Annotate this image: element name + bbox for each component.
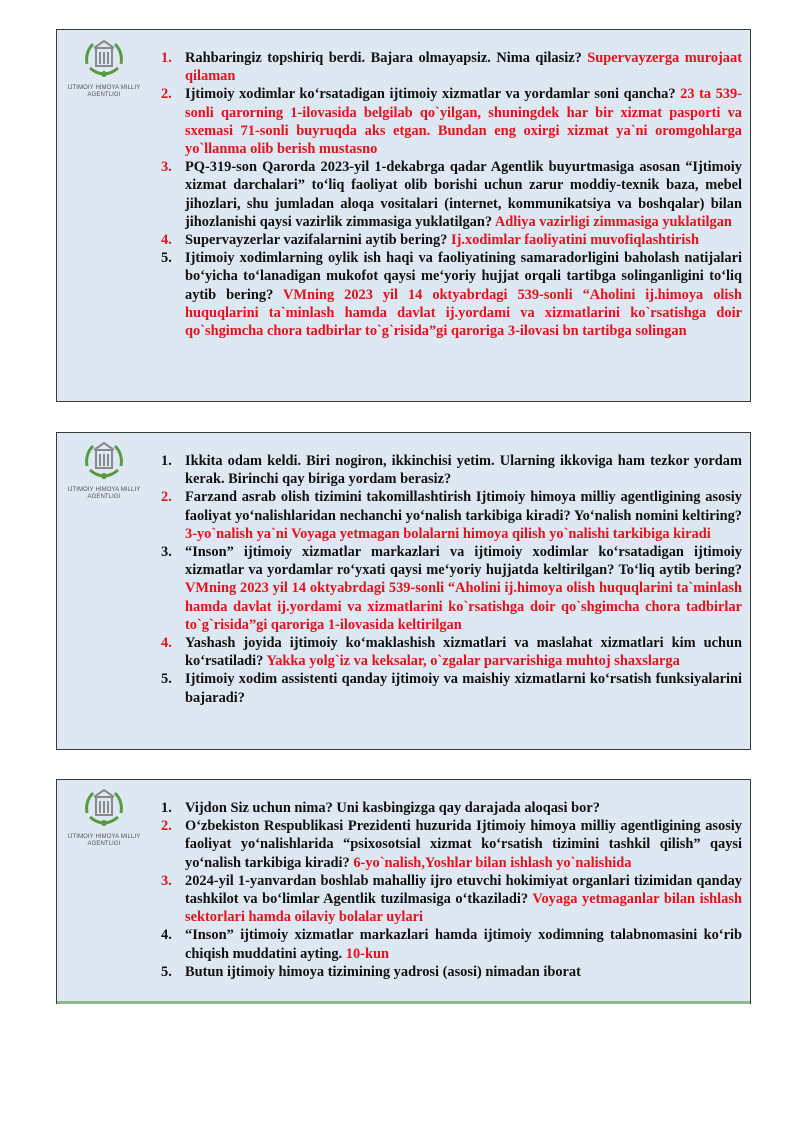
answer-text: Yakka yolg`iz va keksalar, o`zgalar parvarishiga muhtoj shaxslarga [266,653,680,670]
question-text: Ijtimoiy xodimlarning oylik ish haqi va faoliyatining samaradorligini baholash natijalari bo‘yicha to‘lanadigan mukofot qaysi me‘yoriy hujjat orqali tartibga solinganligini to‘liq aytib bering? [185,250,742,303]
answer-text: Ij.xodimlar faoliyatini muvofiqlashtirish [450,232,699,249]
question-list [161,49,743,340]
answer-text: 6-yo`nalish,Yoshlar bilan ishlash yo`nalishida [353,854,632,871]
answer-text: 10-kun [345,945,389,962]
question-text: Rahbaringiz topshiriq berdi. Bajara olmayapsiz. Nima qilasiz? [185,50,582,66]
question-number: 3. [161,544,172,561]
question-text: Ikkita odam keldi. Biri nogiron, ikkinchisi yetim. Ularning ikkoviga ham tezkor yordam kerak. Birinchi qay biriga yordam berasiz? [185,453,742,488]
question-number: 2. [161,818,172,835]
question-card-2 [56,432,751,750]
question-number: 3. [161,872,172,889]
question-text: Yashash joyida ijtimoiy ko‘maklashish xizmatlari va maslahat xizmatlari kim uchun ko‘rsatiladi? [185,635,742,670]
question-number: 1. [161,50,172,66]
answer-text: Voyaga yetmaganlar bilan ishlash sektorlari hamda oilaviy bolalar uylari [185,891,742,926]
question-number: 1. [161,800,172,816]
question-item [161,670,742,706]
question-item [161,634,742,670]
question-text: O‘zbekiston Respublikasi Prezidenti huzurida Ijtimoiy himoya milliy agentligining asosiy faoliyat yo‘nalishlarida “psixosotsial xizmat ko‘rsatish tizimini tashkil qilish” qaysi yo‘nalish tarkibiga kiradi? [185,818,742,871]
question-number: 5. [161,250,172,267]
question-text: Ijtimoiy xodimlar ko‘rsatadigan ijtimoiy xizmatlar va yordamlar soni qancha? [185,86,676,103]
question-item [161,85,742,158]
question-list [161,799,742,981]
agency-emblem-icon [79,436,129,486]
question-number: 2. [161,489,172,506]
question-text: “Inson” ijtimoiy xizmatlar markazlari hamda ijtimoiy xodimning talabnomasini ko‘rib chiqish muddatini ayting. [185,927,742,962]
question-text: “Inson” ijtimoiy xizmatlar markazlari va ijtimoiy xodimlar ko‘rsatadigan ijtimoiy xizmatlar va yordamlar ro‘yxati qaysi me‘yoriy hujjatda keltirilgan? To‘liq aytib bering? [185,544,742,579]
agency-logo-text: IJTIMOIY HIMOYA MILLIY AGENTLIGI [67,834,141,847]
question-item [161,488,742,543]
question-item [161,817,742,872]
question-text: Vijdon Siz uchun nima? Uni kasbingizga qay darajada aloqasi bor? [185,800,600,816]
question-text: PQ-319-son Qarorda 2023-yil 1-dekabrga qadar Agentlik buyurtmasiga asosan “Ijtimoiy xizmat darchalari” to‘liq faoliyat olib borishi uchun zarur moddiy-texnik baza, mebel jihozlari, shu jumladan aloqa vositalari (internet, kommunikatsiya va boshqalar) bilan jihozlanishi qaysi vazirlik zimmasiga yuklatilgan? [185,159,742,230]
answer-text: Adliya vazirligi zimmasiga yuklatilgan [494,213,732,230]
question-list [161,452,742,707]
question-number: 4. [161,635,172,652]
question-item [161,963,742,981]
question-card-3 [56,779,751,1004]
question-item [161,158,742,231]
question-text: Farzand asrab olish tizimini takomillashtirish Ijtimoiy himoya milliy agentligining asosiy faoliyat yo‘nalishlaridan nechanchi yo‘nalish tarkibiga kiradi? Yo‘nalish nomini keltiring? [185,489,742,524]
question-text: 2024-yil 1-yanvardan boshlab mahalliy ijro etuvchi hokimiyat organlari tizimidan qanday tashkilot va bo‘limlar Agentlik tuzilmasiga o‘tkaziladi? [185,872,742,908]
question-item [161,926,742,962]
agency-emblem-icon [79,783,129,833]
question-item [161,872,742,927]
question-text: Butun ijtimoiy himoya tizimining yadrosi (asosi) nimadan iborat [185,963,581,980]
question-card-1 [56,29,751,402]
question-number: 2. [161,86,172,103]
question-item [161,799,742,817]
question-number: 5. [161,963,172,980]
question-number: 4. [161,927,172,944]
question-item [161,543,742,634]
question-item [161,231,742,249]
agency-logo-text: IJTIMOIY HIMOYA MILLIY AGENTLIGI [67,487,141,500]
question-number: 5. [161,671,172,688]
question-item [161,249,743,340]
agency-logo-text: IJTIMOIY HIMOYA MILLIY AGENTLIGI [67,85,141,98]
answer-text: 3-yo`nalish ya`ni Voyaga yetmagan bolalarni himoya qilish yo`nalishi tarkibiga kiradi [185,525,711,542]
question-text: Ijtimoiy xodim assistenti qanday ijtimoiy va maishiy xizmatlarni ko‘rsatish funksiyalarini bajaradi? [185,671,742,706]
answer-text: VMning 2023 yil 14 oktyabrdagi 539-sonli “Aholini ij.himoya olish huquqlarini ta`minlash hamda davlat ij.yordami va xizmatlarini ko`rsatishga doir qo`shgimcha chora tadbirlar to`g`risida”gi qaroriga 1-ilovasida keltirilgan [185,580,742,633]
agency-logo [65,436,143,501]
answer-text: Supervayzerga murojaat qilaman [185,50,742,85]
question-number: 1. [161,453,172,469]
question-item [161,452,742,488]
question-item [161,49,742,85]
question-number: 4. [161,232,172,249]
agency-logo [65,34,143,99]
question-number: 3. [161,159,172,176]
answer-text: 23 ta 539-sonli qarorning 1-ilovasida belgilab qo`yilgan, shuningdek har bir xizmat pasporti va sxemasi 71-sonli buyruqda aks etgan. Bundan eng oxirgi xizmat ya`ni oromgohlarga yo`llanma olib berish mustasno [185,86,742,158]
question-text: Supervayzerlar vazifalarnini aytib bering? [185,232,448,249]
answer-text: VMning 2023 yil 14 oktyabrdagi 539-sonli “Aholini ij.himoya olish huquqlarini ta`minlash hamda davlat ij.yordami va xizmatlarini ko`rsatishga doir qo`shgimcha chora tadbirlar to`g`risida”gi qaroriga 3-ilovasi bn tartibga solingan [185,286,743,340]
agency-emblem-icon [79,34,129,84]
agency-logo [65,783,143,848]
